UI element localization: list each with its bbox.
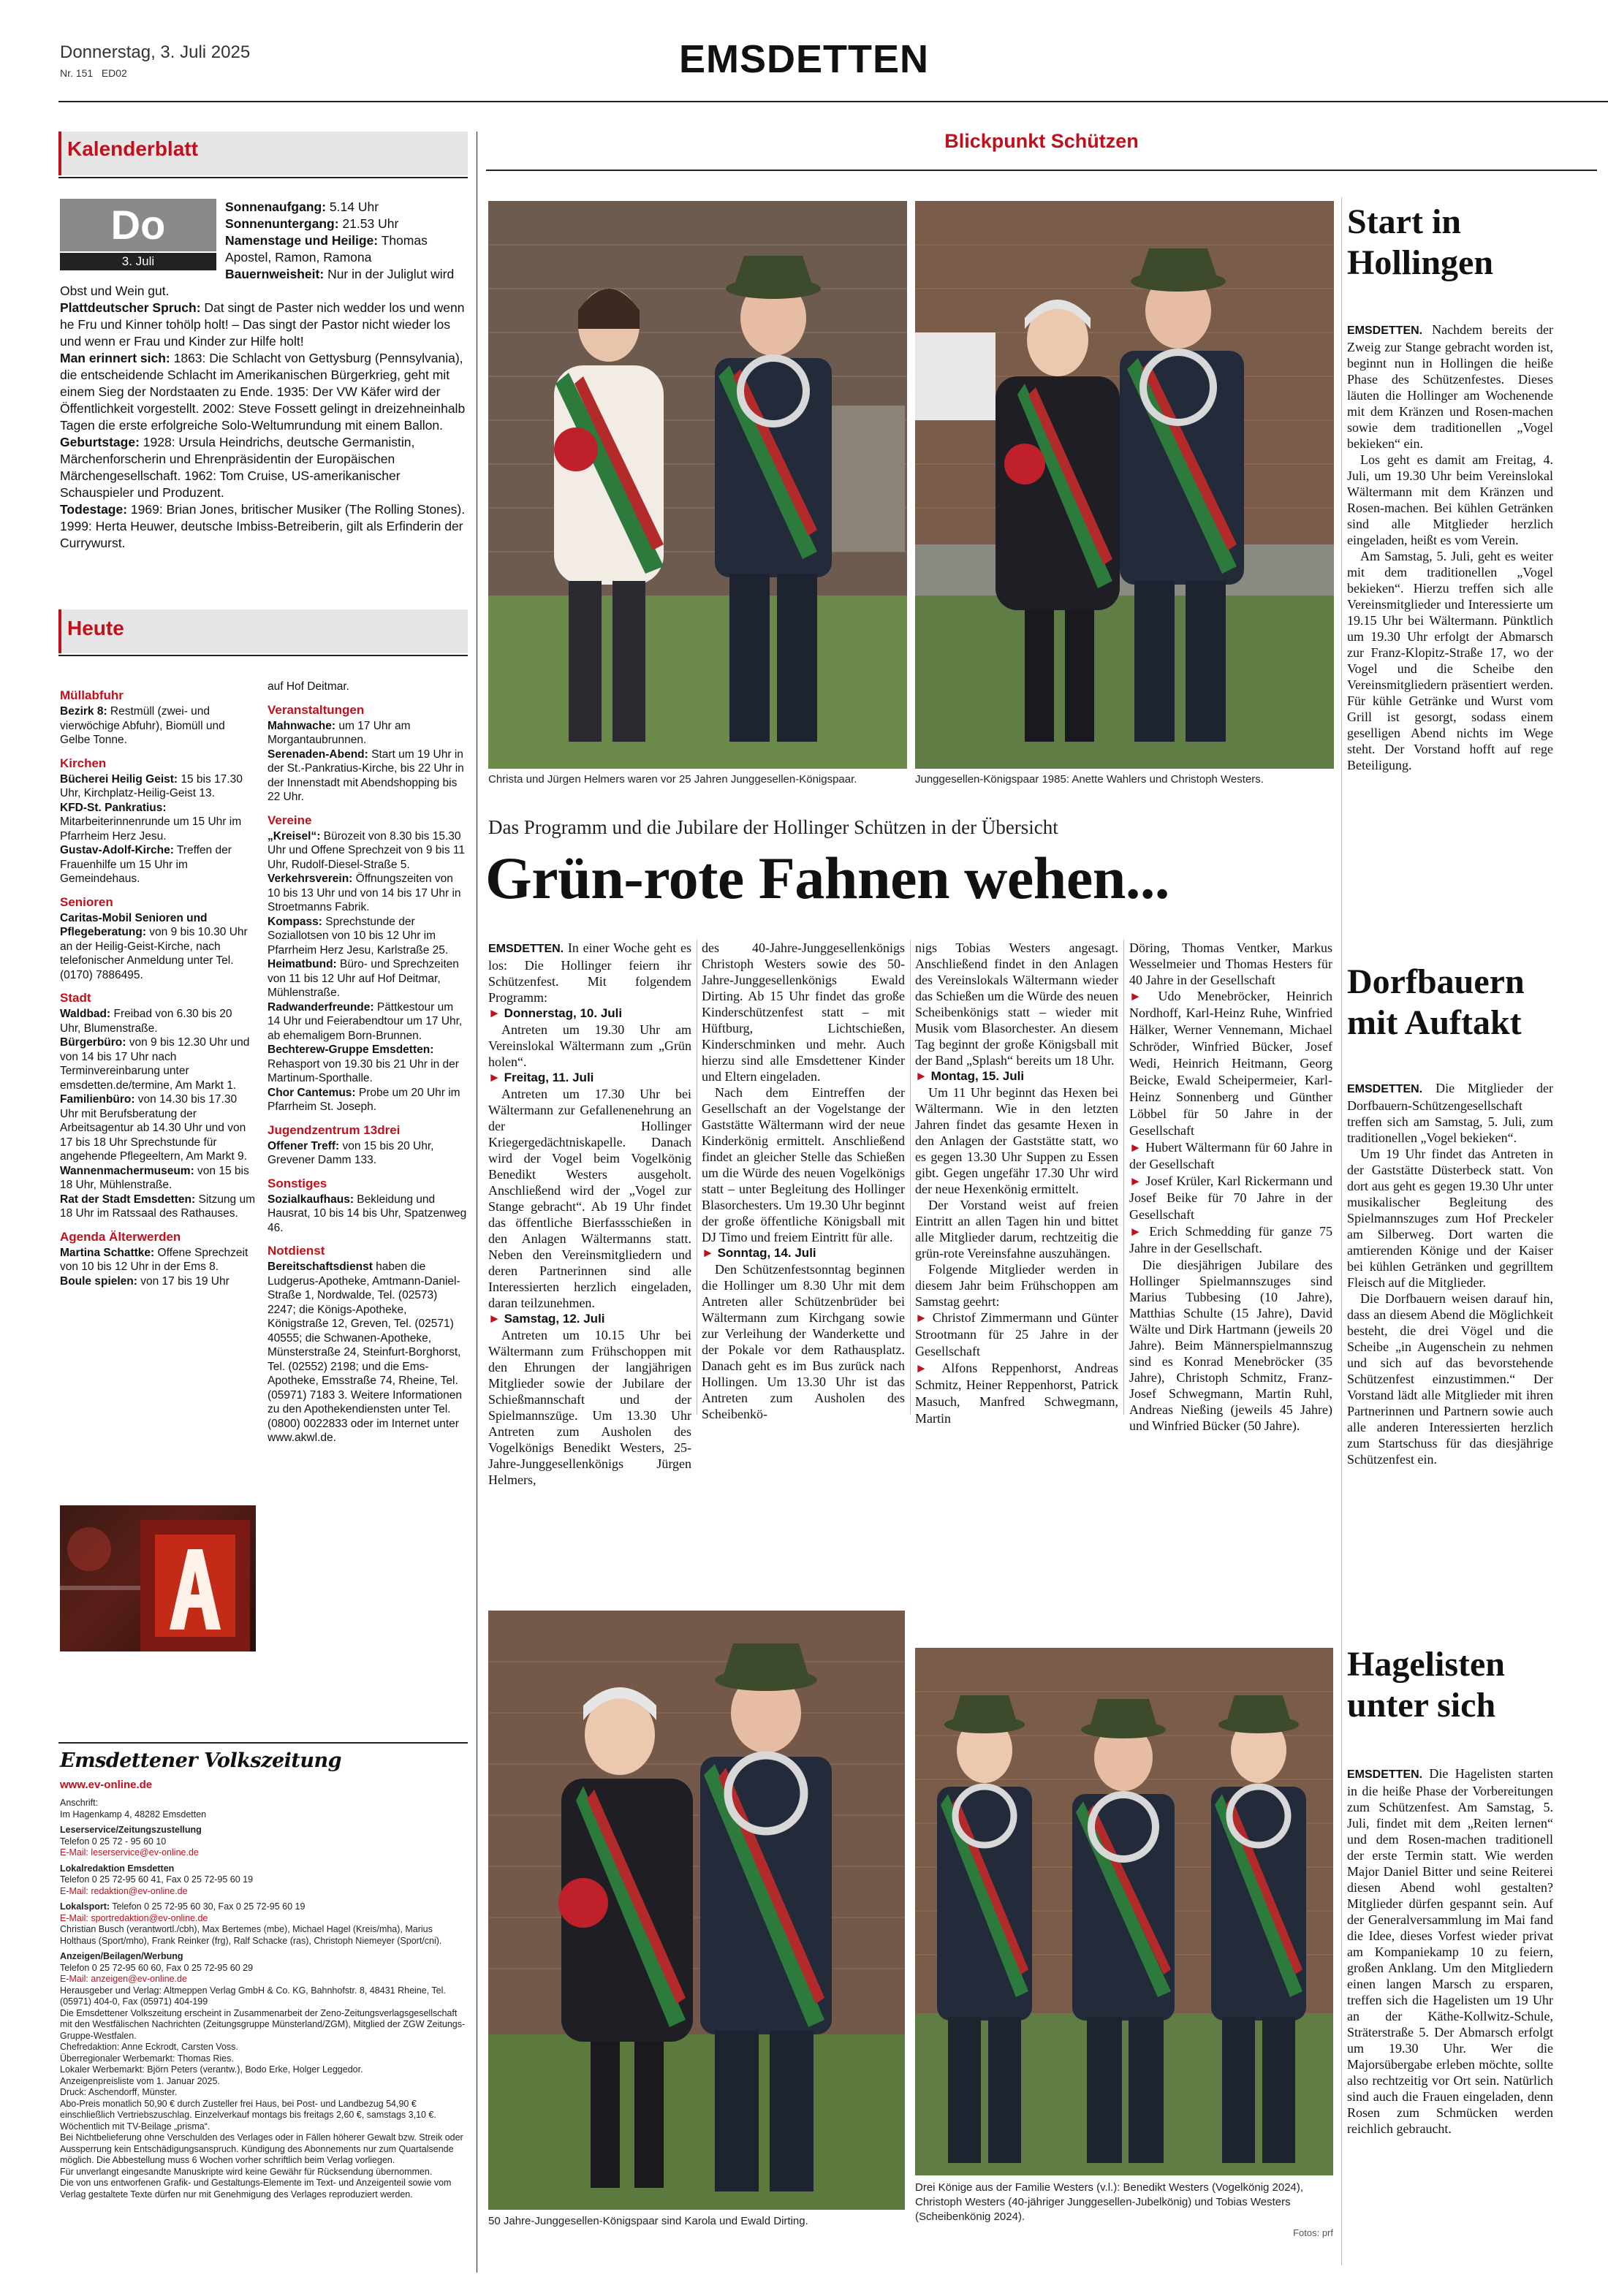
listing-entry-label: Rat der Stadt Emsdetten: <box>60 1193 196 1206</box>
imprint-line: Überregionaler Werbemarkt: Thomas Ries. <box>60 2053 234 2064</box>
listing-entry-text: Mitarbeiterinnenrunde um 15 Uhr im Pfarrheim Herz Jesu. <box>60 816 242 843</box>
pharmacy-a-icon <box>60 1505 256 1651</box>
heute-column-1 <box>60 680 256 1288</box>
badge-spacer <box>60 199 225 275</box>
imprint-line: Abo-Preis monatlich 50,90 € durch Zusteller frei Haus, bei Post- und Landbezug 54,90 € einschließlich Vertriebszuschlag. Einzelverkauf montags bis freitags 2,60 €, samstags 3,10 €. Wöchentlich mit TV-Beilage „prisma“. <box>60 2098 436 2132</box>
names-line: Namenstage und Heilige: Thomas Apostel, Ramon, Ramona <box>225 233 428 265</box>
listing-entry-text: haben die Ludgerus-Apotheke, Amtmann-Daniel-Straße 1, Nordwalde, Tel. (02573) 2247; die Königs-Apotheke, Königstraße 12, Greven, Tel. (02571) 40555; die Schwanen-Apotheke, Münsterstraße 24, Steinfurt-Borghorst, Tel. (02552) 2198; und die Ems-Apotheke, Emsstraße 74, Rheine, Tel. (05971) 7183 3. Weitere Informationen zu den Apothekendiensten unter Tel. (0800) 0022833 oder im Internet unter www.akwl.de. <box>268 1261 462 1444</box>
caption-photo-3: 50 Jahre-Junggesellen-Königspaar sind Karola und Ewald Dirting. <box>488 2215 808 2227</box>
imprint-line: Telefon 0 25 72-95 60 41, Fax 0 25 72-95 60 19 <box>60 1874 254 1885</box>
listing-entry-text: Büro- und Sprechzeiten von 11 bis 12 Uhr auf Hof Deitmar, Mühlenstraße. <box>268 958 459 999</box>
imprint-email[interactable]: E-Mail: redaktion@ev-online.de <box>60 1885 188 1896</box>
listing-entry <box>268 1139 468 1168</box>
listing-entry-label: Heimatbund: <box>268 958 337 970</box>
page-section-title: EMSDETTEN <box>678 37 930 81</box>
article-column-1: EMSDETTEN. In einer Woche geht es los: Die Hollinger feiern ihr Schützenfest. Mit folgendem Programm: ► Donnerstag, 10. Juli Antreten um 19.30 Uhr am Vereinslokal Wältermann zum „Grün holen“. ► Freitag, 11. Juli Antreten um 17.30 Uhr bei Wältermann zur Gefallenenehrung an der Hollinger Kriegergedächtniskapelle. Danach wird der Vogel beim Vogelkönig Benedikt Westers ausgeholt. Anschließend wird der „Vogel zur Stange gebracht“. Ab 19 Uhr findet das öffentliche Bierfassschießen in den Anlagen Wältermanns statt. Neben den Vereinsmitgliedern und deren Partnerinnen sind alle Interessierten herzlich eingeladen, daran teilzunehmen. ► Samstag, 12. Juli Antreten um 10.15 Uhr bei Wältermann zum Frühschoppen mit den Ehrungen der langjährigen Mitglieder sowie der Jubilare der Schießmannschaft und der Spielmannszüge. Um 13.30 Uhr Antreten zum Ausholen des Vogelkönigs Benedikt Westers, 25-Jahre-Junggesellenkönigs Jürgen Helmers, <box>488 940 691 1487</box>
imprint-line: Im Hagenkamp 4, 48282 Emsdetten <box>60 1809 207 1820</box>
listing-entry <box>60 801 256 844</box>
listing-entry-label: Boule spielen: <box>60 1274 137 1288</box>
listing-entry <box>268 829 468 873</box>
pharmacy-sign-image <box>60 1505 256 1651</box>
birthdays-line: Geburtstage: 1928: Ursula Heindrichs, deutsche Germanistin, Märchenforscherin und Ehrenpräsidentin der Europäischen Märchengesellschaft. 1962: Tom Cruise, US-amerikanischer Schauspieler und Produzent. <box>60 435 415 500</box>
listing-entry-text: Sitzung um 18 Uhr im Ratssaal des Rathauses. <box>60 1193 256 1220</box>
newspaper-logo: Emsdettener Volkszeitung <box>60 1749 341 1772</box>
listing-entry-text: von 9 bis 10.30 Uhr an der Heilig-Geist-Kirche, nach telefonischer Anmeldung unter Tel. (0170) 7886495. <box>60 926 248 981</box>
deaths-line: Todestage: 1969: Brian Jones, britischer Musiker (The Rolling Stones). 1999: Herta Heuwer, deutsche Imbiss-Betreiberin, gilt als Erfinderin der Currywurst. <box>60 502 466 550</box>
listing-category-heading: Senioren <box>60 894 113 909</box>
article-column-2: des 40-Jahre-Junggesellenkönigs Christoph Westers sowie des 50-Jahre-Junggesellenkönigs Ewald Dirting. Ab 15 Uhr findet das große Kinderschützenfest statt – mit Hüftburg, Lichtschießen, Kinderschminken und mehr. Auch hierzu sind alle Emsdettener Kinder und Eltern eingeladen. Nach dem Eintreffen der Gesellschaft an der Vogelstange der Gaststätte Wältermann wird der neue Kinderkönig ermittelt. Anschließend findet an gleicher Stelle das Schießen um die Würde des neuen Vogelkönigs statt – unter Begleitung des Hollinger Blasorchesters. Um 19.30 Uhr beginnt der große öffentliche Königsball mit DJ Timo und freiem Eintritt für alle. ► Sonntag, 14. Juli Den Schützenfestsonntag beginnen die Hollinger um 8.30 Uhr mit dem Antreten aller Schützenbrüder bei Wältermann zum Kirchgang sowie zur Verleihung der Wanderkette und der Pokale vor dem Rathausplatz. Danach geht es im Bus zurück nach Hollingen. Um 13.30 Uhr ist das Antreten zum Ausholen des Scheibenkö- <box>702 940 905 1421</box>
listing-entry-label: Caritas-Mobil Senioren und Pflegeberatung: <box>60 911 208 938</box>
sidebar-headline-3: Hagelisten unter sich <box>1347 1645 1505 1725</box>
day-abbr: Do <box>60 199 216 251</box>
article-column-4: Döring, Thomas Ventker, Markus Wesselmeier und Thomas Hesters für 40 Jahre in der Gesellschaft ► Udo Menebröcker, Heinrich Nordhoff, Karl-Heinz Ruhe, Winfried Hälker, Werner Vennemann, Michael Schröder, Winfried Bücker, Josef Wedi, Heinrich Heitmann, Georg Beicke, Ewald Scheipermeier, Karl-Heinz Sonnenberg und Günther Löbbel für 50 Jahre in der Gesellschaft ► Hubert Wältermann für 60 Jahre in der Gesellschaft ► Josef Krüler, Karl Rickermann und Josef Beike für 70 Jahre in der Gesellschaft ► Erich Schmedding für ganze 75 Jahre in der Gesellschaft. Die diesjährigen Jubilare des Hollinger Spielmannszuges sind Marius Tubbesing (10 Jahre), Matthias Schulte (15 Jahre), David Wälte und Dirk Hartmann (jeweils 20 Jahre). Beim Männerspielmannszug sind es Konrad Menebröcker (35 Jahre), Christoph Schmitz, Franz-Josef Schwegmann, Martin Ruhl, Andreas Nießing (jeweils 45 Jahre) und Winfried Bücker (50 Jahre). <box>1129 940 1333 1433</box>
listing-entry <box>268 1043 468 1086</box>
listing-entry-label: Offener Treff: <box>268 1139 340 1152</box>
article-headline: Grün-rote Fahnen wehen... <box>485 845 1169 911</box>
listing-entry-text: Pättkestour um 14 Uhr und Feierabendtour um 17 Uhr, ab ehemaligem Born-Brunnen. <box>268 1000 463 1042</box>
heute-title: Heute <box>67 617 124 639</box>
imprint-line: Bei Nichtbelieferung ohne Verschulden des Verlages oder in Fällen höherer Gewalt bzw. Streik oder Aussperrung kein Entschädigungsanspruch. Kündigung des Abonnements nur zum Quartalsende möglich. Die Abbestellung muss 6 Wochen vorher schriftlich beim Verlag vorliegen. <box>60 2132 463 2165</box>
listing-entry <box>60 704 256 748</box>
sidebar-divider <box>1341 197 1342 2265</box>
imprint-email[interactable]: E-Mail: anzeigen@ev-online.de <box>60 1974 187 1984</box>
issue-number: Nr. 151 <box>60 67 94 79</box>
listing-entry-label: Martina Schattke: <box>60 1246 155 1259</box>
sidebar-article-3: EMSDETTEN. Die Hagelisten starten in die heiße Phase der Vorbereitungen zum Schützenfest. Am Samstag, 5. Juli, findet mit dem „Reiten lernen“ und dem Rosen-machen traditionell der erste Termin statt. Wie werden Major Daniel Bitter und seine Reiterei diesen Abend wohl gestalten? Mitglieder dürfen gespannt sein. Auf der Generalversammlung im Mai fand die Idee, dieses Vorfest wieder privat am Kompaniekamp 10 zu feiern, großen Anklang. Um den Mitgliedern einen langen Marsch zu ersparen, treffen sich die Hagelisten um 19 Uhr an der Käthe-Kollwitz-Schule, Sträterstraße 5. Der Abmarsch erfolgt um 19.30 Uhr. Wer die Majorsübergabe erleben möchte, sollte also rechtzeitig vor Ort sein. Natürlich sind auch die Frauen eingeladen, denn Rosen zum Schmücken werden reichlich gebraucht. <box>1347 1766 1553 2136</box>
listing-entry-text: Restmüll (zwei- und vierwöchige Abfuhr), Biomüll und Gelbe Tonne. <box>60 705 225 746</box>
listing-entry-text: von 15 bis 20 Uhr, Grevener Damm 133. <box>268 1139 434 1166</box>
imprint-line: Anzeigen/Beilagen/Werbung <box>60 1951 183 1961</box>
weather-line: Bauernweisheit: Nur in der Juliglut wird Obst und Wein gut. <box>60 267 455 298</box>
listing-entry-text: Sprechstunde der Soziallotsen von 10 bis 12 Uhr im Pfarrheim Herz Jesu, Karlstraße 25. <box>268 915 449 957</box>
caption-photo-4: Drei Könige aus der Familie Westers (v.l.): Benedikt Westers (Vogelkönig 2024), Christoph Westers (40-jähriger Junggesellen-Jubelkönig) und Tobias Westers (Scheibenkönig 2024). <box>915 2181 1304 2223</box>
listing-entry-label: Bezirk 8: <box>60 705 107 718</box>
listing-entry-label: Bereitschaftsdienst <box>268 1261 373 1273</box>
listing-category-heading: Jugendzentrum 13drei <box>268 1122 401 1137</box>
remember-line: Man erinnert sich: 1863: Die Schlacht von Gettysburg (Pennsylvania), die entscheidende Schlacht im Amerikanischen Bürgerkrieg, geht mit einem Sieg der Nordstaaten zu Ende. 1935: Der VW Käfer wird der Öffentlichkeit vorgestellt. 2002: Steve Fossett gelingt in dreizehneinhalb Tagen die erste erfolgreiche Solo-Weltumrundung mit einem Ballon. <box>60 351 466 433</box>
listing-entry-label: Chor Cantemus: <box>268 1086 356 1099</box>
listing-entry-text: um 17 Uhr am Morgantaubrunnen. <box>268 719 411 746</box>
listing-entry-label: Bechterew-Gruppe Emsdetten: <box>268 1044 434 1056</box>
imprint-email[interactable]: E-Mail: sportredaktion@ev-online.de <box>60 1912 208 1923</box>
listing-entry-label: Sozialkaufhaus: <box>268 1193 354 1206</box>
listing-category-heading: Stadt <box>60 991 91 1005</box>
photo-dirting <box>488 1611 905 2210</box>
listing-entry <box>60 1092 256 1164</box>
header-date: Donnerstag, 3. Juli 2025 <box>60 42 251 62</box>
listing-entry-label: KFD-St. Pankratius: <box>60 801 167 814</box>
listing-entry-text: von 15 bis 18 Uhr, Mühlenstraße. <box>60 1164 249 1191</box>
heute-header <box>58 609 468 656</box>
listing-entry <box>268 957 468 1000</box>
listing-entry <box>268 1086 468 1114</box>
listing-entry-label: Gustav-Adolf-Kirche: <box>60 844 174 856</box>
imprint-line: Die von uns entworfenen Grafik- und Gestaltungs-Elemente im Text- und Anzeigenteil sowie vom Verlag gestaltete Texte dürfen nur mit Genehmigung des Verlages reproduziert werden. <box>60 2178 452 2200</box>
listing-entry <box>268 915 468 958</box>
sunset-line: Sonnenuntergang: 21.53 Uhr <box>225 216 399 231</box>
blickpunkt-label: Blickpunkt Schützen <box>944 130 1139 152</box>
listing-entry <box>268 680 468 694</box>
imprint-line: Lokalsport: Telefon 0 25 72-95 60 30, Fax 0 25 72-95 60 19 <box>60 1901 306 1912</box>
listing-entry-text: Treffen der Frauenhilfe um 15 Uhr im Gemeindehaus. <box>60 844 232 885</box>
listing-entry <box>60 1193 256 1221</box>
listing-entry-label: Serenaden-Abend: <box>268 748 368 761</box>
header-rule <box>58 101 1608 102</box>
listing-entry-text: Freibad von 6.30 bis 20 Uhr, Blumenstraße. <box>60 1008 232 1035</box>
blickpunkt-rule <box>486 170 1597 171</box>
listing-entry-text: Bürozeit von 8.30 bis 15.30 Uhr und Offene Sprechzeit von 9 bis 11 Uhr, Rudolf-Diesel-Straße 5. <box>268 829 465 871</box>
imprint-line: Lokalredaktion Emsdetten <box>60 1863 175 1874</box>
listing-entry-label: „Kreisel“: <box>268 829 321 843</box>
kalenderblatt-title: Kalenderblatt <box>67 137 198 160</box>
listing-entry <box>268 1260 468 1445</box>
listing-category-heading: Notdienst <box>268 1244 325 1258</box>
caption-photo-1: Christa und Jürgen Helmers waren vor 25 Jahren Junggesellen-Königspaar. <box>488 773 857 786</box>
listing-entry <box>60 1035 256 1092</box>
listing-category-heading: Müllabfuhr <box>60 688 124 702</box>
imprint-email[interactable]: E-Mail: leserservice@ev-online.de <box>60 1847 199 1858</box>
listing-entry-text: Bekleidung und Hausrat, 10 bis 14 bis Uhr, Spatzenweg 46. <box>268 1193 467 1234</box>
heute-column-2 <box>268 680 468 1445</box>
listing-category-heading: Vereine <box>268 813 312 827</box>
sidebar-headline-2: Dorfbauern mit Auftakt <box>1347 962 1525 1042</box>
listing-category-heading: Agenda Älterwerden <box>60 1229 181 1244</box>
listing-entry-text: von 14.30 bis 17.30 Uhr mit Berufsberatung der Arbeitsagentur ab 14.30 Uhr und von 17 bis 18 Uhr Sprechstunde für angehende Pflegeeltern, Am Markt 9. <box>60 1093 247 1163</box>
listing-entry-label: Bücherei Heilig Geist: <box>60 772 178 786</box>
listing-entry <box>60 843 256 886</box>
listing-entry-label: Familienbüro: <box>60 1093 135 1106</box>
article-col-divider-3 <box>1123 940 1124 1415</box>
imprint-details <box>60 1798 466 2200</box>
kalenderblatt-text <box>60 199 468 552</box>
listing-entry-text: Offene Sprechzeit von 10 bis 12 Uhr in der Ems 8. <box>60 1246 249 1273</box>
listing-entry-label: Bürgerbüro: <box>60 1036 126 1049</box>
listing-entry <box>268 872 468 915</box>
imprint-line: Für unverlangt eingesandte Manuskripte wird keine Gewähr für Rücksendung übernommen. <box>60 2166 433 2177</box>
imprint-line: Herausgeber und Verlag: Altmeppen Verlag GmbH & Co. KG, Bahnhofstr. 8, 48431 Rheine, Tel. (05971) 404-0, Fax (05971) 404-199 <box>60 1985 446 2007</box>
listing-entry-text: von 17 bis 19 Uhr <box>137 1274 230 1288</box>
listing-entry-label: Verkehrsverein: <box>268 873 353 885</box>
listing-entry-label: Waldbad: <box>60 1008 111 1020</box>
imprint-line: Telefon 0 25 72-95 60 60, Fax 0 25 72-95 60 29 <box>60 1962 254 1973</box>
photo-westers-wahlers <box>915 201 1334 769</box>
listing-entry-label: Wannenmachermuseum: <box>60 1164 194 1177</box>
platt-line: Plattdeutscher Spruch: Dat singt de Paster nich wedder los und wenn he Fru und Kinner tohölp holt! – Das singt der Pastor nicht wieder los und wenn er Frau und Kinder zur Hilfe holt! <box>60 300 465 349</box>
edition-code: ED02 <box>101 67 127 79</box>
caption-photo-2: Junggesellen-Königspaar 1985: Anette Wahlers und Christoph Westers. <box>915 773 1264 786</box>
listing-entry <box>60 1164 256 1193</box>
photo-credit: Fotos: prf <box>1293 2227 1333 2238</box>
article-col-divider-2 <box>910 940 911 1415</box>
sidebar-article-1: EMSDETTEN. Nachdem bereits der Zweig zur Stange gebracht worden ist, beginnt nun in Hollingen die heiße Phase des Schützenfestes. Dieses läuten die Hollinger am Wochenende mit dem Kränzen und Rosen-machen sowie dem traditionellen „Vogel bekieken“ ein. Los geht es damit am Freitag, 4. Juli, um 19.30 Uhr beim Vereinslokal Wältermann mit dem Kränzen und Rosen-machen. Bei kühlen Getränken sind alle Mitglieder herzlich eingeladen, heißt es vom Verein. Am Samstag, 5. Juli, geht es weiter mit dem traditionellen „Vogel bekieken“. Hierzu treffen sich alle Vereinsmitglieder und Interessierte um 19.15 Uhr bei Wältermann. Pünktlich um 19.30 Uhr erfolgt der Abmarsch zur Franz-Klopitz-Straße 17, wo der Vogel und die Scheibe den Vereinsmitgliedern präsentiert werden. Für kühle Getränke und Wurst vom Grill ist gesorgt, sodass einem geselligen Abend nichts im Wege steht. Der Vorstand hofft auf rege Beteiligung. <box>1347 322 1553 772</box>
photo-three-kings <box>915 1648 1333 2175</box>
article-kicker: Das Programm und die Jubilare der Hollinger Schützen in der Übersicht <box>488 816 1058 838</box>
listing-entry-label: Mahnwache: <box>268 719 336 732</box>
listing-category-heading: Sonstiges <box>268 1176 327 1190</box>
listing-entry-text: Start um 19 Uhr in der St.-Pankratius-Kirche, bis 22 Uhr in der Innenstadt mit Abendshopping bis 22 Uhr. <box>268 748 464 803</box>
kalenderblatt-header <box>58 132 468 175</box>
day-date: 3. Juli <box>60 253 216 270</box>
listing-entry-text: auf Hof Deitmar. <box>268 680 349 693</box>
listing-entry-text: 15 bis 17.30 Uhr, Kirchplatz-Heilig-Geist 13. <box>60 772 243 799</box>
imprint-line: Die Emsdettener Volkszeitung erscheint in Zusammenarbeit der Zeno-Zeitungsverlagsgesellschaft mit den Westfälischen Nachrichten (Zeitungsgruppe Münsterland/ZGM), Mitglied der ZGW Zeitungs-Gruppe-Westfalen. <box>60 2007 466 2041</box>
imprint-line: Leserservice/Zeitungszustellung <box>60 1825 202 1835</box>
kalenderblatt-box <box>58 132 468 178</box>
imprint-line: Druck: Aschendorff, Münster. <box>60 2087 178 2097</box>
listing-entry-text: Probe um 20 Uhr im Pfarrheim St. Joseph. <box>268 1086 460 1113</box>
listing-entry <box>268 748 468 805</box>
sidebar-headline-1: Start in Hollingen <box>1347 202 1494 282</box>
imprint-line: Chefredaktion: Anne Eckrodt, Carsten Voss. <box>60 2042 238 2052</box>
listing-entry-text: Rehasport von 19.30 bis 21 Uhr in der Martinum-Sporthalle. <box>268 1057 459 1084</box>
photo-helmers <box>488 201 907 769</box>
listing-category-heading: Veranstaltungen <box>268 702 365 717</box>
listing-entry <box>268 1000 468 1044</box>
listing-entry-text: Öffnungszeiten von 10 bis 13 Uhr und von 14 bis 17 Uhr in Stroetmanns Fabrik. <box>268 873 461 913</box>
imprint-line: Christian Busch (verantwortl./cbh), Max Bertemes (mbe), Michael Hagel (Kreis/mha), Marius Holthaus (Sport/mho), Frank Reinker (frg), Ralf Schacke (ras), Christoph Niemeyer (Sport/cni). <box>60 1924 442 1946</box>
imprint-line: Telefon 0 25 72 - 95 60 10 <box>60 1836 167 1847</box>
listing-category-heading: Kirchen <box>60 756 107 770</box>
listing-entry-label: Kompass: <box>268 915 322 928</box>
sidebar-article-2: EMSDETTEN. Die Mitglieder der Dorfbauern-Schützengesellschaft treffen sich am Samstag, 5. Juli, zum traditionellen „Vogel bekieken“. Um 19 Uhr findet das Antreten in der Gaststätte Düsterbeck statt. Von dort aus geht es gegen 19.30 Uhr unter musikalischer Begleitung des Spielmannszuges zum Hof Preckeler am Silberweg. Dort warten die amtierenden Könige und der Kaiser bei kühlen Getränken und gegrilltem Fleisch auf die Mitglieder. Die Dorfbauern weisen darauf hin, dass an diesem Abend die Möglichkeit besteht, die drei Vögel und die Scheibe „in Augenschein zu nehmen und sich auf das bevorstehende Schützenfest einzustimmen.“ Der Vorstand lädt alle Mitglieder mit ihren Partnerinnen und Partnern sowie auch alle anderen Interessierten herzlich zum Startschuss für das diesjährige Schützenfest ein. <box>1347 1081 1553 1467</box>
listing-entry <box>268 719 468 748</box>
listing-entry <box>60 911 256 983</box>
listing-entry <box>268 1193 468 1236</box>
sunrise-line: Sonnenaufgang: 5.14 Uhr <box>225 199 379 214</box>
article-column-3: nigs Tobias Westers angesagt. Anschließend findet in den Anlagen des Vereinslokals Wältermann wieder das Schießen um die Würde des neuen Scheibenkönigs statt – wieder mit Musik vom Blasorchester. An diesem Tag beginnt der große Königsball mit der Band „Splash“ bereits um 18 Uhr. ► Montag, 15. Juli Um 11 Uhr beginnt das Hexen bei Wältermann. Wie in den letzten Jahren findet das gesamte Hexen in den Anlagen der Gaststätte statt, wo es gegen 13.30 Uhr Suppen zu Essen gibt. Gegen ungefähr 17.30 Uhr wird der neue Hexenkönig ermittelt. Der Vorstand weist auf freien Eintritt an allen Tagen hin und bittet alle Mitglieder darum, rechtzeitig die grün-rote Vereinsfahne auszuhängen. Folgende Mitglieder werden in diesem Jahr beim Frühschoppen am Samstag geehrt: ► Christof Zimmermann und Günter Strootmann für 25 Jahre in der Gesellschaft ► Alfons Reppenhorst, Andreas Schmitz, Heiner Reppenhorst, Patrick Masuch, Manfred Schwegmann, Martin <box>915 940 1118 1426</box>
imprint-line: Anzeigenpreisliste vom 1. Januar 2025. <box>60 2075 220 2086</box>
listing-entry-label: Radwanderfreunde: <box>268 1000 374 1014</box>
listing-entry <box>60 772 256 801</box>
newspaper-web[interactable]: www.ev-online.de <box>60 1779 153 1791</box>
listing-entry <box>60 1274 256 1289</box>
listing-entry <box>60 1007 256 1035</box>
imprint-rule <box>58 1742 468 1744</box>
imprint-line: Anschrift: <box>60 1798 99 1808</box>
listing-entry-text: von 9 bis 12.30 Uhr und von 14 bis 17 Uhr nach Terminvereinbarung unter emsdetten.de/termine, Am Markt 1. <box>60 1036 250 1092</box>
listing-entry <box>60 1246 256 1274</box>
imprint-line: Lokaler Werbemarkt: Björn Peters (verantw.), Bodo Erke, Holger Leggedor. <box>60 2064 363 2075</box>
